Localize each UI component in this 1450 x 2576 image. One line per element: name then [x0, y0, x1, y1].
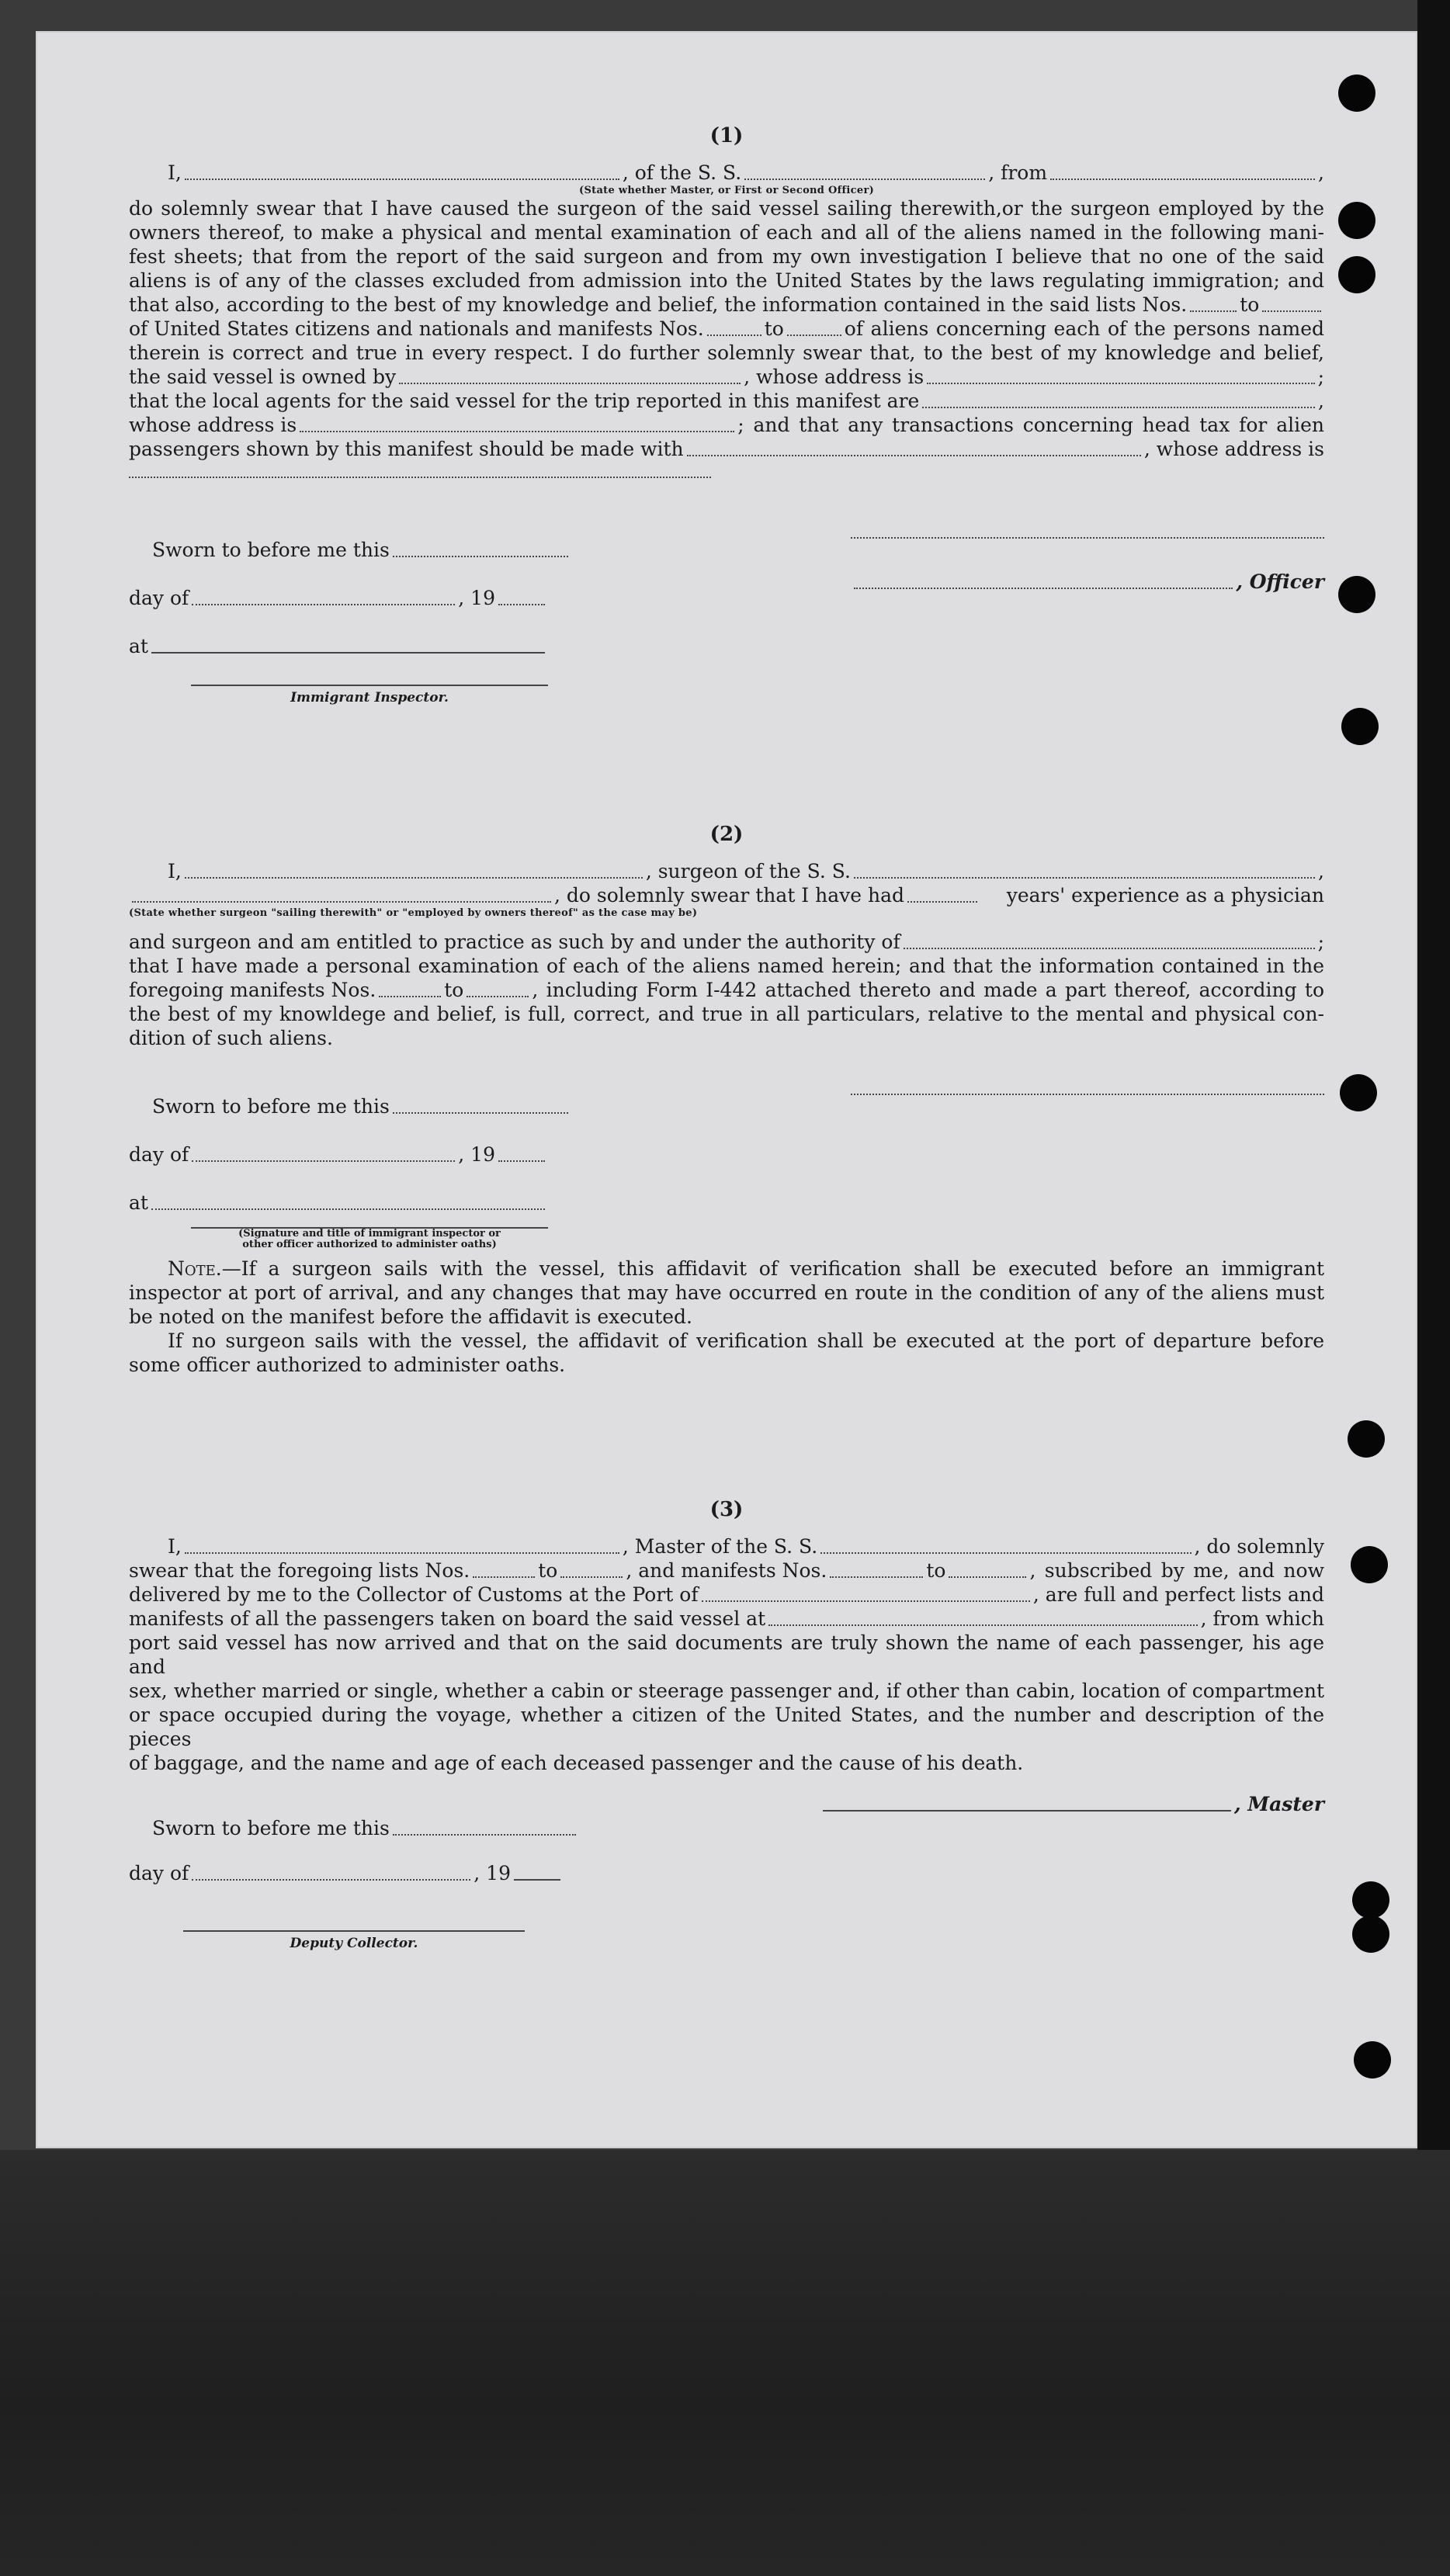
month-field[interactable]	[192, 1864, 470, 1881]
sworn-row	[152, 1070, 571, 1118]
subscribed-label: , subscribed by me, and now	[1029, 1559, 1324, 1582]
oath-block-3	[129, 1792, 1324, 1951]
year-label: , 19	[458, 587, 495, 609]
at-row	[129, 1167, 548, 1215]
day-block	[129, 562, 548, 658]
form-label: , including Form I-442 attached thereto and made a part thereof, according to	[532, 979, 1324, 1001]
inspector-signature	[191, 1226, 548, 1250]
pronoun-label: I,	[168, 1535, 182, 1558]
day-label: day of	[129, 587, 189, 609]
lists-line	[129, 1558, 1324, 1583]
agents-line	[129, 389, 1324, 413]
at-label: at	[129, 1191, 148, 1214]
agents-address-field[interactable]	[300, 415, 734, 432]
manifests-from-field[interactable]	[707, 319, 761, 336]
day-label: day of	[129, 1862, 189, 1884]
at-row	[129, 610, 548, 658]
place-field[interactable]	[151, 1193, 545, 1210]
year-field[interactable]	[514, 1864, 560, 1881]
punch-hole-icon	[1352, 1881, 1389, 1919]
lists-label: that also, according to the best of my knowledge and belief, the information contained in the said lists Nos.	[129, 293, 1188, 316]
solemnly-label: , do solemnly	[1194, 1535, 1324, 1558]
surgeon-type-field[interactable]	[132, 886, 551, 903]
year-field[interactable]	[498, 588, 545, 605]
from-which-label: , from which	[1200, 1607, 1324, 1630]
signature-caption: (Signature and title of immigrant inspector or	[238, 1228, 501, 1239]
master-label: , Master	[1234, 1793, 1324, 1815]
surgeon-note: (State whether surgeon "sailing therewith" or "employed by owners thereof" as the case may be)	[129, 907, 698, 919]
oath-line: owners thereof, to make a physical and mental examination of each and all of the aliens named in the following mani-	[129, 221, 1324, 244]
scan-background	[0, 2150, 1450, 2576]
master-line	[129, 1534, 1324, 1558]
sworn-label: Sworn to before me this	[152, 1817, 390, 1839]
section-number: (3)	[709, 1498, 744, 1521]
officer-name-field[interactable]	[185, 163, 619, 180]
sworn-label: Sworn to before me this	[152, 539, 390, 561]
section-number: (2)	[709, 823, 744, 846]
officer-signature	[851, 514, 1324, 594]
master-signature	[820, 1792, 1324, 1816]
month-field[interactable]	[192, 1145, 455, 1162]
manifests-label: foregoing manifests Nos.	[129, 979, 376, 1001]
lists-line	[129, 293, 1324, 317]
oath-line: fest sheets; that from the report of the said surgeon and from my own investigation I believe that no one of the said	[129, 245, 1324, 268]
head-tax-line	[129, 437, 1324, 461]
from-label: , from	[988, 161, 1048, 184]
year-label: , 19	[474, 1862, 511, 1884]
oath-line: sex, whether married or single, whether a cabin or steerage passenger and, if other than cabin, location of compartment	[129, 1680, 1324, 1702]
sworn-block	[152, 514, 571, 562]
years-field[interactable]	[907, 886, 977, 903]
manifests-line	[129, 978, 1324, 1002]
manifests-from-field[interactable]	[830, 1561, 923, 1578]
manifests-to-field[interactable]	[787, 319, 841, 336]
punch-hole-icon	[1352, 1916, 1389, 1953]
address-label: whose address is	[129, 414, 297, 436]
officer-title-field[interactable]	[854, 572, 1233, 589]
semicolon: ;	[1317, 366, 1324, 388]
lists-from-field[interactable]	[1190, 295, 1237, 312]
semicolon: ;	[1317, 931, 1324, 953]
day-label: day of	[129, 1143, 189, 1166]
oath-line: do solemnly swear that I have caused the surgeon of the said vessel sailing therewith,or the surgeon employed by the	[129, 197, 1324, 220]
note-line: If no surgeon sails with the vessel, the affidavit of verification shall be executed at the port of departure before	[168, 1330, 1324, 1352]
ship-label: , of the S. S.	[622, 161, 742, 184]
agents-address-line	[129, 413, 1324, 437]
oath-line: dition of such aliens.	[129, 1027, 333, 1049]
aliens-label: of aliens concerning each of the persons named	[844, 317, 1324, 340]
to-label: to	[926, 1559, 946, 1582]
experience-label: years' experience as a physician	[1006, 884, 1324, 907]
owned-by-label: the said vessel is owned by	[129, 366, 397, 388]
officer-note: (State whether Master, or First or Second Officer)	[579, 185, 875, 196]
year-label: , 19	[458, 1143, 495, 1166]
place-field[interactable]	[151, 636, 545, 654]
punch-hole-icon	[1348, 1420, 1385, 1458]
punch-hole-icon	[1338, 256, 1375, 293]
manifests-line	[129, 317, 1324, 341]
note-line	[129, 1257, 1324, 1281]
oath-line: port said vessel has now arrived and that on the said documents are truly shown the name of each passenger, his age and	[129, 1631, 1324, 1678]
oath-line: that I have made a personal examination of each of the aliens named herein; and that the information contained in the	[129, 955, 1324, 977]
manifests-to-field[interactable]	[949, 1561, 1026, 1578]
day-row	[129, 1837, 564, 1885]
inspector-caption: Immigrant Inspector.	[290, 690, 449, 706]
swear-label: , do solemnly swear that I have had	[554, 884, 905, 907]
to-label: to	[538, 1559, 558, 1582]
comma: ,	[1318, 390, 1324, 412]
note-line: be noted on the manifest before the affidavit is executed.	[129, 1305, 692, 1328]
manifests-label: of United States citizens and nationals and manifests Nos.	[129, 317, 704, 340]
day-row	[129, 1118, 548, 1167]
sworn-date-field[interactable]	[393, 1097, 568, 1114]
day-block	[129, 1837, 564, 1885]
scan-edge	[1417, 0, 1450, 2150]
at-label: at	[129, 635, 148, 657]
month-field[interactable]	[192, 588, 455, 605]
note-text: —If a surgeon sails with the vessel, this affidavit of verification shall be executed before an immigrant	[221, 1257, 1324, 1280]
surgeon-line	[129, 859, 1324, 883]
oath-line: the best of my knowldege and belief, is full, correct, and true in all particulars, relative to the mental and physical con-	[129, 1003, 1324, 1025]
experience-line	[129, 883, 1324, 907]
section-number: (1)	[709, 124, 744, 147]
boarded-label: manifests of all the passengers taken on board the said vessel at	[129, 1607, 766, 1630]
oath-block-1	[129, 514, 1324, 716]
year-field[interactable]	[498, 1145, 545, 1162]
authority-label: and surgeon and am entitled to practice as such by and under the authority of	[129, 931, 900, 953]
head-tax-party-field[interactable]	[687, 439, 1141, 456]
sworn-label: Sworn to before me this	[152, 1095, 390, 1118]
manifests-from-field[interactable]	[379, 980, 441, 997]
surgeon-ship-label: , surgeon of the S. S.	[645, 860, 851, 882]
affidavit-section-2	[129, 823, 1324, 1377]
inspector-signature	[191, 683, 548, 710]
owner-field[interactable]	[399, 367, 741, 384]
ship-name-field[interactable]	[854, 862, 1315, 879]
port-field[interactable]	[702, 1585, 1030, 1602]
pronoun-label: I,	[168, 860, 182, 882]
document-page	[36, 31, 1417, 2148]
oath-line: or space occupied during the voyage, whether a citizen of the United States, and the number and description of the pieces	[129, 1704, 1324, 1750]
boarded-line	[129, 1607, 1324, 1631]
comma: ,	[1318, 860, 1324, 882]
lists-to-field[interactable]	[1262, 295, 1321, 312]
comma: ,	[1318, 161, 1324, 184]
ship-name-field[interactable]	[820, 1537, 1191, 1554]
owner-address-field[interactable]	[927, 367, 1314, 384]
agents-field[interactable]	[922, 391, 1315, 408]
address-label: , whose address is	[744, 366, 924, 388]
punch-hole-icon	[1351, 1546, 1388, 1583]
sworn-block	[152, 1792, 579, 1840]
collector-signature	[183, 1929, 525, 1956]
day-block	[129, 1118, 548, 1215]
punch-hole-icon	[1338, 75, 1375, 112]
surgeon-signature	[851, 1070, 1324, 1095]
note-block	[129, 1257, 1324, 1377]
punch-hole-icon	[1341, 708, 1379, 745]
manifests-to-field[interactable]	[467, 980, 529, 997]
collector-label: delivered by me to the Collector of Customs at the Port of	[129, 1583, 699, 1606]
head-tax-label: ; and that any transactions concerning head tax for alien	[737, 414, 1324, 436]
affidavit-section-1	[129, 124, 1324, 716]
head-tax-address-line	[129, 461, 1324, 483]
pronoun-label: I,	[168, 161, 182, 184]
sworn-date-field[interactable]	[393, 540, 568, 557]
sworn-row	[152, 1792, 579, 1840]
note-line: some officer authorized to administer oaths.	[129, 1354, 566, 1376]
authority-line	[129, 930, 1324, 954]
note-label: Note.	[168, 1257, 222, 1280]
address-label: , whose address is	[1143, 438, 1324, 460]
to-label: to	[764, 317, 784, 340]
sworn-block	[152, 1070, 571, 1118]
lists-from-field[interactable]	[473, 1561, 535, 1578]
signature-caption: other officer authorized to administer oaths)	[242, 1239, 497, 1250]
master-name-field[interactable]	[185, 1537, 619, 1554]
punch-hole-icon	[1354, 2041, 1391, 2078]
sworn-row	[152, 514, 571, 562]
agents-label: that the local agents for the said vessel for the trip reported in this manifest are	[129, 390, 920, 412]
officer-signature-line[interactable]	[851, 514, 1324, 539]
from-port-field[interactable]	[1050, 163, 1315, 180]
surgeon-signature-line[interactable]	[851, 1070, 1324, 1095]
port-line	[129, 1583, 1324, 1607]
authority-field[interactable]	[904, 932, 1315, 949]
oath-block-2	[129, 1070, 1324, 1250]
head-tax-address-field[interactable]	[129, 461, 711, 478]
punch-hole-icon	[1340, 1074, 1377, 1111]
day-row	[129, 562, 548, 610]
master-ship-label: , Master of the S. S.	[622, 1535, 818, 1558]
manifests-label: , and manifests Nos.	[626, 1559, 827, 1582]
affidavit-section-3	[129, 1498, 1324, 1951]
lists-label: swear that the foregoing lists Nos.	[129, 1559, 470, 1582]
transactions-label: passengers shown by this manifest should be made with	[129, 438, 684, 460]
to-label: to	[1240, 293, 1260, 316]
boarding-port-field[interactable]	[768, 1609, 1197, 1626]
collector-caption: Deputy Collector.	[290, 1936, 418, 1951]
lists-perfect-label: , are full and perfect lists and	[1032, 1583, 1324, 1606]
note-line: inspector at port of arrival, and any changes that may have occurred en route in the condition of any of the aliens must	[129, 1281, 1324, 1304]
oath-line: aliens is of any of the classes excluded from admission into the United States by the laws regulating immigration; and	[129, 269, 1324, 292]
ship-name-field[interactable]	[744, 163, 985, 180]
lists-to-field[interactable]	[560, 1561, 623, 1578]
officer-line	[129, 161, 1324, 185]
master-signature-line[interactable]	[823, 1794, 1231, 1812]
oath-line: of baggage, and the name and age of each deceased passenger and the cause of his death.	[129, 1752, 1024, 1774]
punch-hole-icon	[1338, 202, 1375, 239]
to-label: to	[444, 979, 464, 1001]
sworn-date-field[interactable]	[393, 1818, 576, 1836]
oath-line: therein is correct and true in every respect. I do further solemnly swear that, to the best of my knowledge and belief,	[129, 342, 1324, 364]
punch-hole-icon	[1338, 576, 1375, 613]
surgeon-name-field[interactable]	[185, 862, 643, 879]
officer-label: , Officer	[1236, 570, 1324, 593]
owner-line	[129, 365, 1324, 389]
